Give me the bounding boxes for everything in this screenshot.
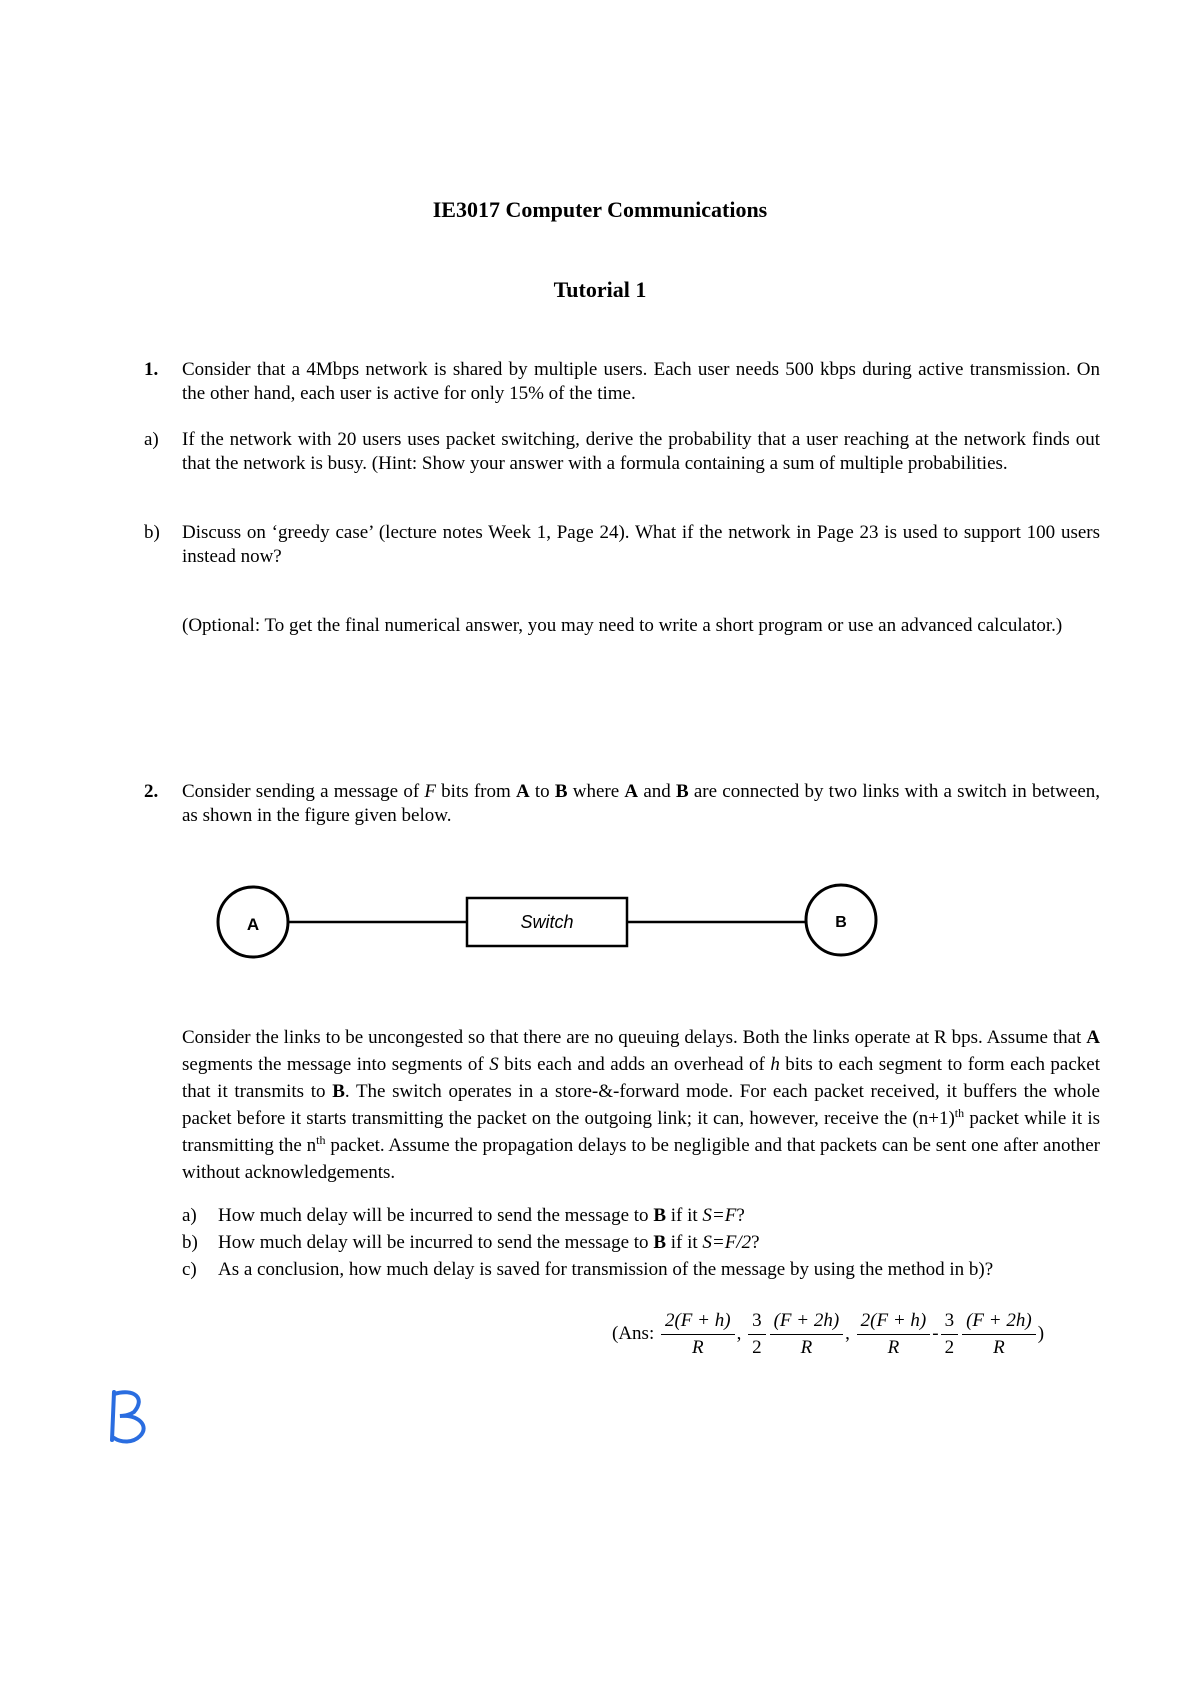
answer-formula: (Ans: $\frac{2(F + h)}{R}$ , $\frac{3}{2}$ $\frac{(F + 2h)}{R}$ , $\frac{2(F + h)}{R}$ - $\frac{3}{2}$ $\frac{(F + 2h)}{R}$ ) [612,1308,1044,1361]
q1a-text: If the network with 20 users uses packet switching, derive the probability that a user reaching at the network finds out that the network is busy. (Hint: Show your answer with a formula containing a sum of multiple probabilities. [182,429,1100,474]
answer-coefficient-2: $\frac{3}{2}$ [941,1308,959,1361]
q2-intro: Consider sending a message of F bits from A to B where A and B are connected by two links with a switch in between, as shown in the figure given below. [182,781,1100,826]
answer-fraction-1: $\frac{2(F + h)}{R}$ [661,1308,735,1361]
q1-number: 1. [144,359,159,380]
q2b-text: How much delay will be incurred to send the message to B if it S=F/2? [218,1232,760,1253]
q1b-text: Discuss on ‘greedy case’ (lecture notes Week 1, Page 24). What if the network in Page 23 is used to support 100 users instead now? [182,522,1100,567]
q2b-label: b) [182,1232,198,1253]
q2-number: 2. [144,781,159,802]
switch-label: Switch [520,912,574,932]
q1b-label: b) [144,522,160,543]
answer-fraction-4: $\frac{(F + 2h)}{R}$ [962,1308,1036,1361]
q2a-text: How much delay will be incurred to send the message to B if it S=F? [218,1205,745,1226]
q1-optional-note: (Optional: To get the final numerical answer, you may need to write a short program or use an advanced calculator.) [182,615,1063,636]
course-title: IE3017 Computer Communications [432,197,768,222]
q1-intro: Consider that a 4Mbps network is shared by multiple users. Each user needs 500 kbps during active transmission. On the other hand, each user is active for only 15% of the time. [182,359,1100,404]
q1a-label: a) [144,429,159,450]
q2c-text: As a conclusion, how much delay is saved for transmission of the message by using the method in b)? [218,1259,994,1280]
answer-fraction-3: $\frac{2(F + h)}{R}$ [857,1308,931,1361]
q2a-label: a) [182,1205,197,1226]
node-a-label: A [246,915,260,934]
handwritten-b-mark [104,1386,154,1446]
network-figure [210,880,890,964]
q2-body: Consider the links to be uncongested so that there are no queuing delays. Both the links operate at R bps. Assume that A segments the message into segments of S bits each and adds an overhead of h bits to each segment to form each packet that it transmits to B. The switch operates in a store-&-forward mode. For each packet received, it buffers the whole packet before it starts transmitting the packet on the outgoing link; it can, however, receive the $(n+1)^{th}$ packet while it is transmitting the $n^{th}$ packet. Assume the propagation delays to be negligible and that packets can be sent one after another without acknowledgements. [182,1027,1101,1183]
node-b-label: B [835,914,847,931]
q2c-label: c) [182,1259,197,1280]
answer-prefix: (Ans: [612,1322,655,1344]
answer-coefficient-1: $\frac{3}{2}$ [748,1308,766,1361]
answer-fraction-2: $\frac{(F + 2h)}{R}$ [770,1308,844,1361]
tutorial-title: Tutorial 1 [553,277,647,302]
